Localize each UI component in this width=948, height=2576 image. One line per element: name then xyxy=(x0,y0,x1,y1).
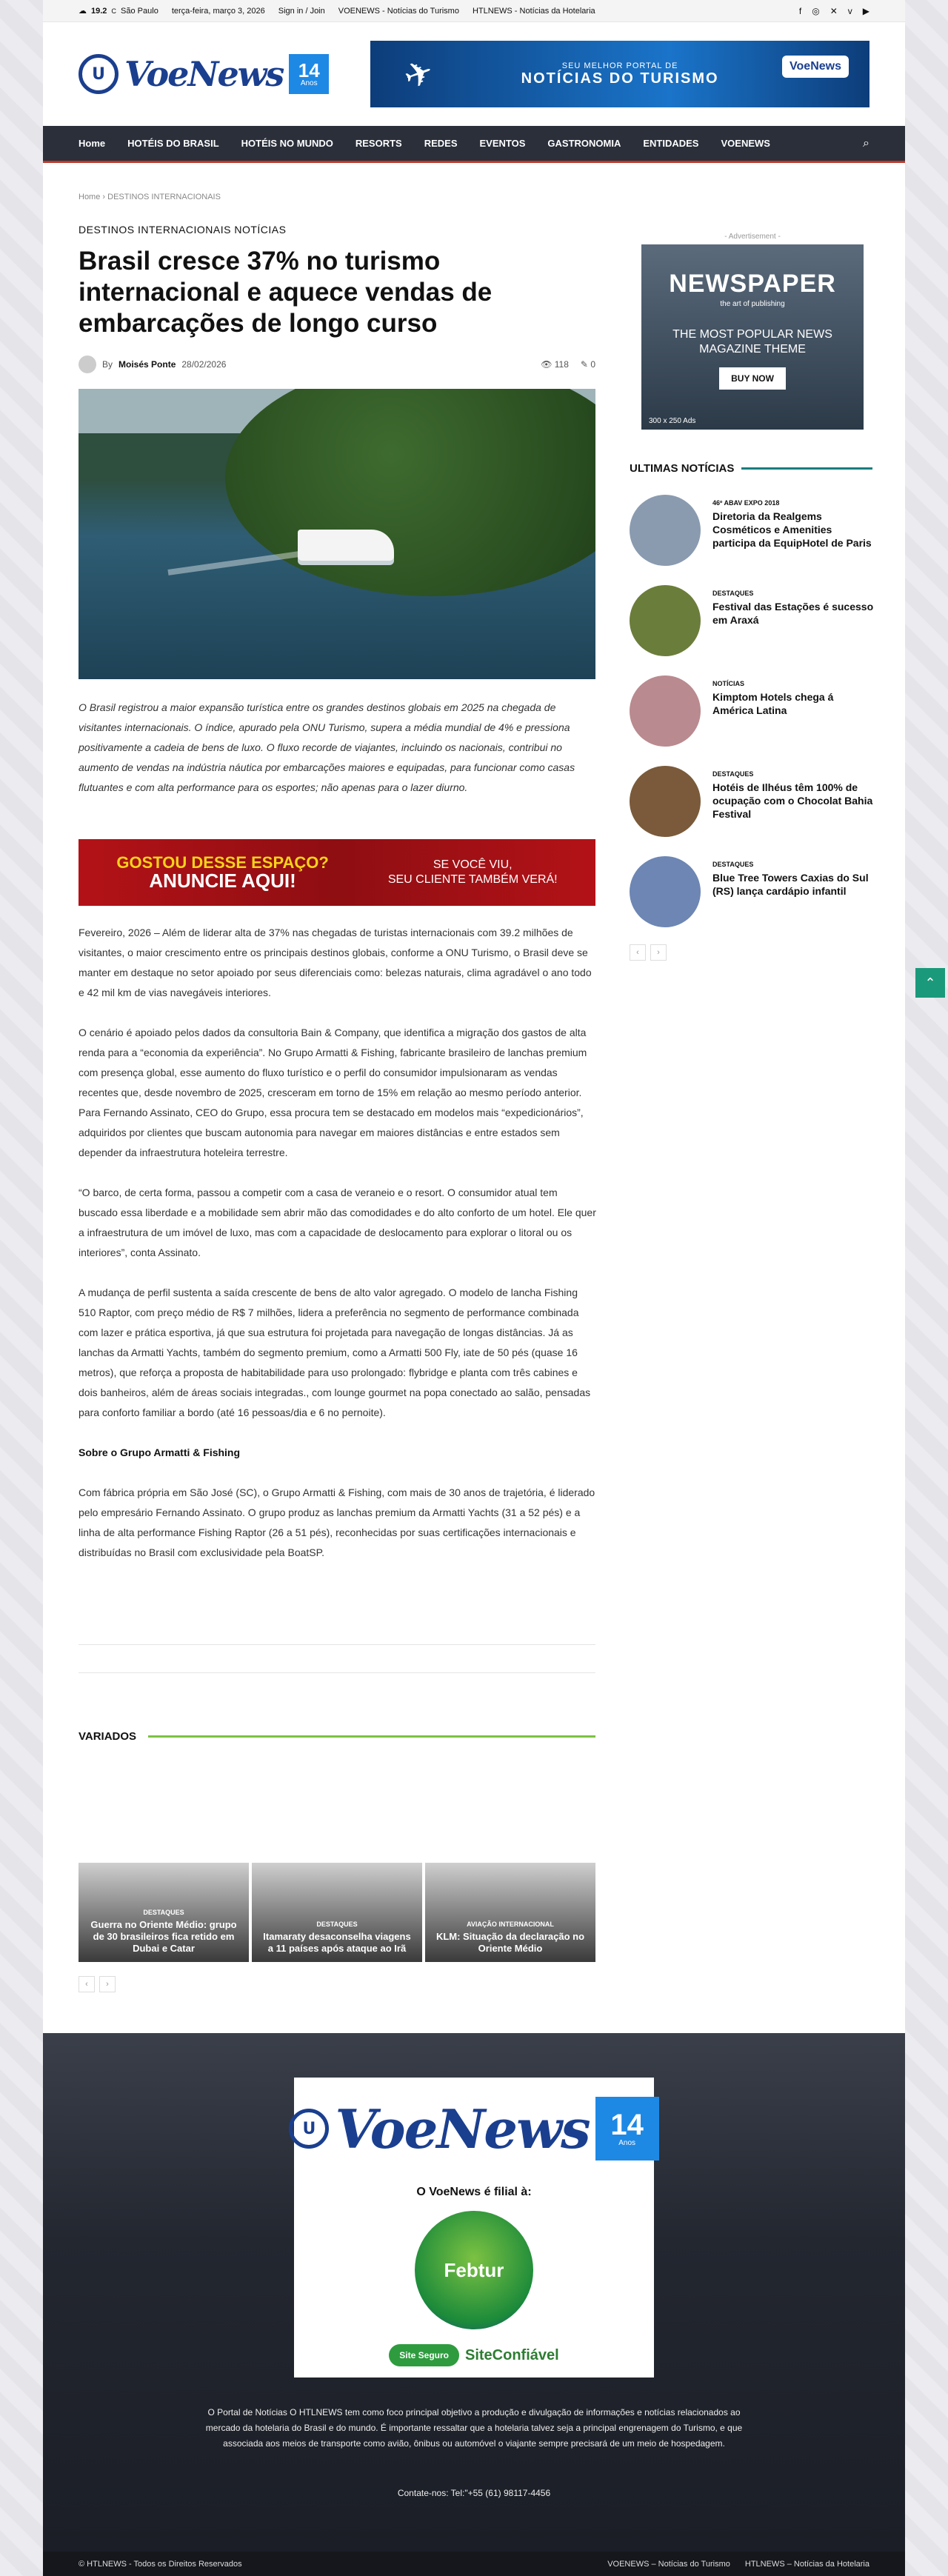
header-banner[interactable] xyxy=(370,41,869,107)
next-button[interactable]: › xyxy=(99,1976,116,1992)
logo-text: VoeNews xyxy=(124,54,284,94)
footer-link-voenews[interactable]: VOENEWS – Notícias do Turismo xyxy=(607,2559,730,2569)
breadcrumb-home[interactable]: Home xyxy=(79,193,101,201)
tile-category[interactable]: DESTAQUES xyxy=(316,1921,358,1928)
article-meta xyxy=(79,356,595,373)
anniversary-badge xyxy=(289,54,329,94)
site-seal[interactable] xyxy=(389,2344,558,2366)
ultimas-title: ULTIMAS NOTÍCIAS xyxy=(630,462,735,475)
mid-ad-l1: GOSTOU DESSE ESPAÇO? xyxy=(116,853,329,872)
article-paragraph: “O barco, de certa forma, passou a competir com a casa de veraneio e o resort. O consumidor atual tem buscado essa liberdade e a mobilidade sem abrir mão das comodidades e do alto conforto de um hotel. Ele quer a infraestrutura de um imóvel de luxo, mas com a capacidade de deslocamento para explorar o litoral ou os interiores”, conta Assinato. xyxy=(79,1187,596,1258)
sidebar-item-category[interactable]: DESTAQUES xyxy=(712,770,754,778)
article-paragraph: Fevereiro, 2026 – Além de liderar alta de 37% nas chegadas de turistas internacionais com 39.2 milhões de visitantes, o maior crescimento entre os principais destinos globais, conforme a ONU Turismo, o Brasil deve se manter em destaque no setor apoiado por seus diferenciais como: belezas naturais, clima agradável o ano todo e 42 mil km de vias navegáveis interiores. xyxy=(79,927,592,998)
logo-emblem: U xyxy=(79,54,118,94)
sidebar-item-category[interactable]: DESTAQUES xyxy=(712,590,754,597)
badge-number: 14 xyxy=(610,2109,644,2141)
tile-title[interactable]: Guerra no Oriente Médio: grupo de 30 brasileiros fica retido em Dubai e Catar xyxy=(90,1919,237,1954)
nav-item-4[interactable]: REDES xyxy=(424,138,458,149)
weather-widget xyxy=(79,6,158,16)
top-bar xyxy=(43,0,905,22)
footer-contact: Contate-nos: Tel:"+55 (61) 98117-4456 xyxy=(397,2488,551,2498)
badge-label: Anos xyxy=(300,79,318,87)
nav-item-7[interactable]: ENTIDADES xyxy=(643,138,699,149)
logo-emblem: U xyxy=(289,2109,329,2149)
anniversary-badge xyxy=(595,2097,659,2160)
article-paragraph: O cenário é apoiado pelos dados da consultoria Bain & Company, que identifica a migração dos gastos de alta renda para a “economia da experiência”. No Grupo Armatti & Fishing, fabricante brasileiro de lanchas premium com presença global, esse aumento do fluxo turístico e o perfil do consumidor impulsionaram as vendas recentes que, desde novembro de 2025, cresceram em torno de 15% em relação ao mesmo período anterior. Para Fernando Assinato, CEO do Grupo, essa procura tem se destacado em modelos mais “expedicionários”, adquiridos por clientes que buscam autonomia para navegar em maiores distâncias e entre estados sem depender da infraestrutura hoteleira terrestre. xyxy=(79,1027,587,1158)
sidebar-news-item[interactable] xyxy=(630,675,874,747)
divider xyxy=(79,1644,595,1645)
author-avatar[interactable] xyxy=(79,356,96,373)
sidebar-item-category[interactable]: NOTÍCIAS xyxy=(712,680,745,687)
nav-item-0[interactable]: Home xyxy=(79,138,106,149)
top-link-htlnews[interactable]: HTLNEWS - Notícias da Hotelaria xyxy=(472,6,595,16)
tile-category[interactable]: DESTAQUES xyxy=(143,1909,184,1916)
footer-link-htlnews[interactable]: HTLNEWS – Notícias da Hotelaria xyxy=(744,2559,869,2569)
sidebar-pager xyxy=(630,944,667,961)
sidebar-ad-l2: MAGAZINE THEME xyxy=(699,343,806,356)
sidebar-item-category[interactable]: 46º ABAV EXPO 2018 xyxy=(712,499,780,507)
views-count xyxy=(541,359,569,370)
variados-tile[interactable] xyxy=(79,1863,249,1962)
x-icon[interactable]: ✕ xyxy=(830,5,838,16)
banner-line1: SEU MELHOR PORTAL DE xyxy=(561,61,678,70)
sidebar-ad-title: NEWSPAPER xyxy=(669,270,836,298)
nav-item-1[interactable]: HOTÉIS DO BRASIL xyxy=(127,138,219,149)
by-label: By xyxy=(102,359,113,370)
advertisement-label: - Advertisement - xyxy=(724,233,781,241)
mid-ad-left xyxy=(116,854,328,891)
sidebar-thumbnail[interactable] xyxy=(630,856,701,927)
site-confiavel-label: SiteConfiável xyxy=(464,2346,559,2363)
next-button[interactable]: › xyxy=(650,944,667,961)
buy-now-button[interactable]: BUY NOW xyxy=(719,367,786,390)
ultimas-header xyxy=(630,462,872,475)
eye-icon: 👁 xyxy=(541,359,553,370)
author-name[interactable]: Moisés Ponte xyxy=(118,359,176,370)
weather-temp: 19.2 xyxy=(91,6,107,16)
article-hero-image xyxy=(79,389,595,679)
banner-line2: NOTÍCIAS DO TURISMO xyxy=(521,70,719,87)
variados-header xyxy=(79,1730,595,1743)
sidebar-news-item[interactable] xyxy=(630,585,874,656)
prev-button[interactable]: ‹ xyxy=(79,1976,95,1992)
sidebar-thumbnail[interactable] xyxy=(630,766,701,837)
site-footer xyxy=(43,2033,905,2552)
article-date: 28/02/2026 xyxy=(181,359,227,370)
site-header xyxy=(43,22,905,126)
mid-ad-right xyxy=(388,858,558,887)
sidebar-ad-size: 300 x 250 Ads xyxy=(649,417,696,425)
search-icon[interactable]: ⌕ xyxy=(863,136,869,150)
article-paragraph: Com fábrica própria em São José (SC), o Grupo Armatti & Fishing, com mais de 30 anos de trajetória, é liderado pelo empresário Fernando Assinato. O grupo produz as lanchas premium da Armatti Yachts (31 a 52 pés) e a linha de alta performance Fishing Raptor (26 a 51 pés), reconhecidas por suas certificações internacionais e distribuídas no Brasil com exclusividade pela BoatSP. xyxy=(79,1486,595,1558)
footer-about: O Portal de Notícias O HTLNEWS tem como foco principal objetivo a produção e divulgação de informações e notícias relacionados ao mercado da hotelaria do Brasil e do mundo. É importante ressaltar que a hotelaria talvez seja a principal engrenagem do Turismo, e que associada aos meios de transporte como avião, ônibus ou automóvel o viajante sempre precisará de um meio de hospedagem. xyxy=(205,2407,743,2449)
variados-tile[interactable] xyxy=(425,1863,595,1962)
article-categories[interactable]: DESTINOS INTERNACIONAIS NOTÍCIAS xyxy=(79,224,287,236)
main-nav xyxy=(43,126,905,163)
nav-item-3[interactable]: RESORTS xyxy=(355,138,402,149)
breadcrumb-sep: › xyxy=(102,193,106,201)
nav-item-6[interactable]: GASTRONOMIA xyxy=(547,138,621,149)
site-logo[interactable] xyxy=(79,54,329,94)
breadcrumb xyxy=(79,193,221,201)
article-paragraph: A mudança de perfil sustenta a saída crescente de bens de alto valor agregado. O modelo de lancha Fishing 510 Raptor, com preço médio de R$ 7 milhões, lidera a preferência no segmento de performance combinada com lazer e prática esportiva, já que sua estrutura foi projetada para navegação de longas distâncias. Já as lanchas da Armatti Yachts, também do segmento premium, como a Armatti 500 Fly, iate de 50 pés (quase 16 metros), que reforça a proposta de habitabilidade para uso prolongado: flybridge e planta com três cabines e dois banheiros, além de áreas sociais integradas., com lounge gourmet na popa conectado ao salão, pensadas para conforto familiar a bordo (até 16 pessoas/dia e 6 no pernoite). xyxy=(79,1287,591,1418)
current-date: terça-feira, março 3, 2026 xyxy=(171,6,265,16)
instagram-icon[interactable]: ◎ xyxy=(812,5,820,16)
sidebar-news-item[interactable] xyxy=(630,766,874,837)
nav-item-5[interactable]: EVENTOS xyxy=(479,138,526,149)
footer-logo-text: VoeNews xyxy=(335,2097,590,2160)
sidebar-item-title[interactable]: Diretoria da Realgems Cosméticos e Amenities participa da EquipHotel de Paris xyxy=(712,510,872,549)
social-links xyxy=(799,6,869,16)
bottom-bar xyxy=(43,2552,905,2576)
sidebar-item-title[interactable]: Kimptom Hotels chega á América Latina xyxy=(712,691,834,716)
article-title: Brasil cresce 37% no turismo internacional e aquece vendas de embarcações de longo curso xyxy=(79,247,493,338)
sidebar-news-item[interactable] xyxy=(630,856,874,927)
variados-title: VARIADOS xyxy=(79,1730,137,1743)
youtube-icon[interactable]: ▶ xyxy=(862,5,869,16)
filial-text: O VoeNews é filial à: xyxy=(416,2186,532,2198)
badge-number: 14 xyxy=(298,59,320,81)
footer-logo-box xyxy=(294,2078,654,2378)
sidebar-ad-l1: THE MOST POPULAR NEWS xyxy=(672,328,832,341)
divider xyxy=(79,1672,595,1673)
comments-count[interactable] xyxy=(581,359,595,370)
variados-line xyxy=(148,1735,595,1738)
comment-icon: ✎ xyxy=(580,359,588,370)
badge-label: Anos xyxy=(618,2139,636,2147)
sidebar-item-category[interactable]: DESTAQUES xyxy=(712,861,754,868)
sidebar-thumbnail[interactable] xyxy=(630,585,701,656)
airplane-icon: ✈ xyxy=(398,50,439,98)
breadcrumb-current[interactable]: DESTINOS INTERNACIONAIS xyxy=(107,193,221,201)
tile-category[interactable]: AVIAÇÃO INTERNACIONAL xyxy=(467,1921,554,1928)
facebook-icon[interactable]: f xyxy=(798,5,802,16)
prev-button[interactable]: ‹ xyxy=(630,944,646,961)
article-lead: O Brasil registrou a maior expansão turística entre os grandes destinos globais em 2025 na chegada de visitantes internacionais. O índice, apurado pela ONU Turismo, supera a média mundial de 4% e pressiona positivamente a cadeia de bens de luxo. O fluxo recorde de viajantes, incluindo os nacionais, contribui no aumento de vendas na indústria náutica por embarcações maiores e equipadas, para funcionar como casas flutuantes e com alta performance para os esportes; não apenas para o lazer diurno. xyxy=(79,701,575,793)
sidebar-item-title[interactable]: Festival das Estações é sucesso em Araxá xyxy=(712,601,874,626)
signin-link[interactable]: Sign in / Join xyxy=(278,6,325,16)
mid-ad-banner[interactable] xyxy=(79,839,595,906)
sidebar-ad-sub: the art of publishing xyxy=(720,300,785,308)
site-seguro-badge: Site Seguro xyxy=(389,2344,459,2366)
mid-ad-l2: ANUNCIE AQUI! xyxy=(149,870,296,892)
sidebar-ad[interactable] xyxy=(641,244,864,430)
cloud-icon: ☁ xyxy=(79,7,87,16)
hero-boat xyxy=(298,530,394,561)
variados-pager xyxy=(79,1976,116,1992)
top-link-voenews[interactable]: VOENEWS - Notícias do Turismo xyxy=(338,6,459,16)
sidebar-news-item[interactable] xyxy=(630,495,874,566)
article-body xyxy=(79,923,597,1583)
ultimas-line xyxy=(741,467,872,470)
nav-item-8[interactable]: VOENEWS xyxy=(721,138,770,149)
sidebar-item-title[interactable]: Hotéis de Ilhéus têm 100% de ocupação com o Chocolat Bahia Festival xyxy=(712,781,873,820)
weather-city: São Paulo xyxy=(121,6,158,16)
mid-ad-r1: SE VOCÊ VIU, xyxy=(433,858,513,871)
tile-title[interactable]: KLM: Situação da declaração no Oriente Médio xyxy=(435,1931,585,1954)
footer-logo[interactable] xyxy=(289,2097,658,2160)
nav-item-2[interactable]: HOTÉIS NO MUNDO xyxy=(241,138,333,149)
sidebar-thumbnail[interactable] xyxy=(630,495,701,566)
weather-unit: C xyxy=(111,7,117,15)
comments-value: 0 xyxy=(590,359,595,370)
sidebar-item-title[interactable]: Blue Tree Towers Caxias do Sul (RS) lança cardápio infantil xyxy=(712,872,869,897)
vimeo-icon[interactable]: v xyxy=(847,5,852,16)
banner-brand: VoeNews xyxy=(782,56,849,78)
tile-title[interactable]: Itamaraty desaconselha viagens a 11 países após ataque ao Irã xyxy=(263,1931,411,1954)
variados-tiles xyxy=(79,1863,595,1962)
copyright: © HTLNEWS - Todos os Direitos Reservados xyxy=(79,2559,242,2569)
scroll-top-button[interactable]: ⌃ xyxy=(915,968,945,998)
variados-tile[interactable] xyxy=(252,1863,422,1962)
views-value: 118 xyxy=(554,359,569,370)
about-heading: Sobre o Grupo Armatti & Fishing xyxy=(79,1447,241,1458)
main-container xyxy=(43,0,905,2033)
febtur-logo[interactable]: Febtur xyxy=(415,2211,533,2329)
hero-island xyxy=(225,389,595,596)
mid-ad-r2: SEU CLIENTE TAMBÉM VERÁ! xyxy=(387,873,558,886)
sidebar-thumbnail[interactable] xyxy=(630,675,701,747)
